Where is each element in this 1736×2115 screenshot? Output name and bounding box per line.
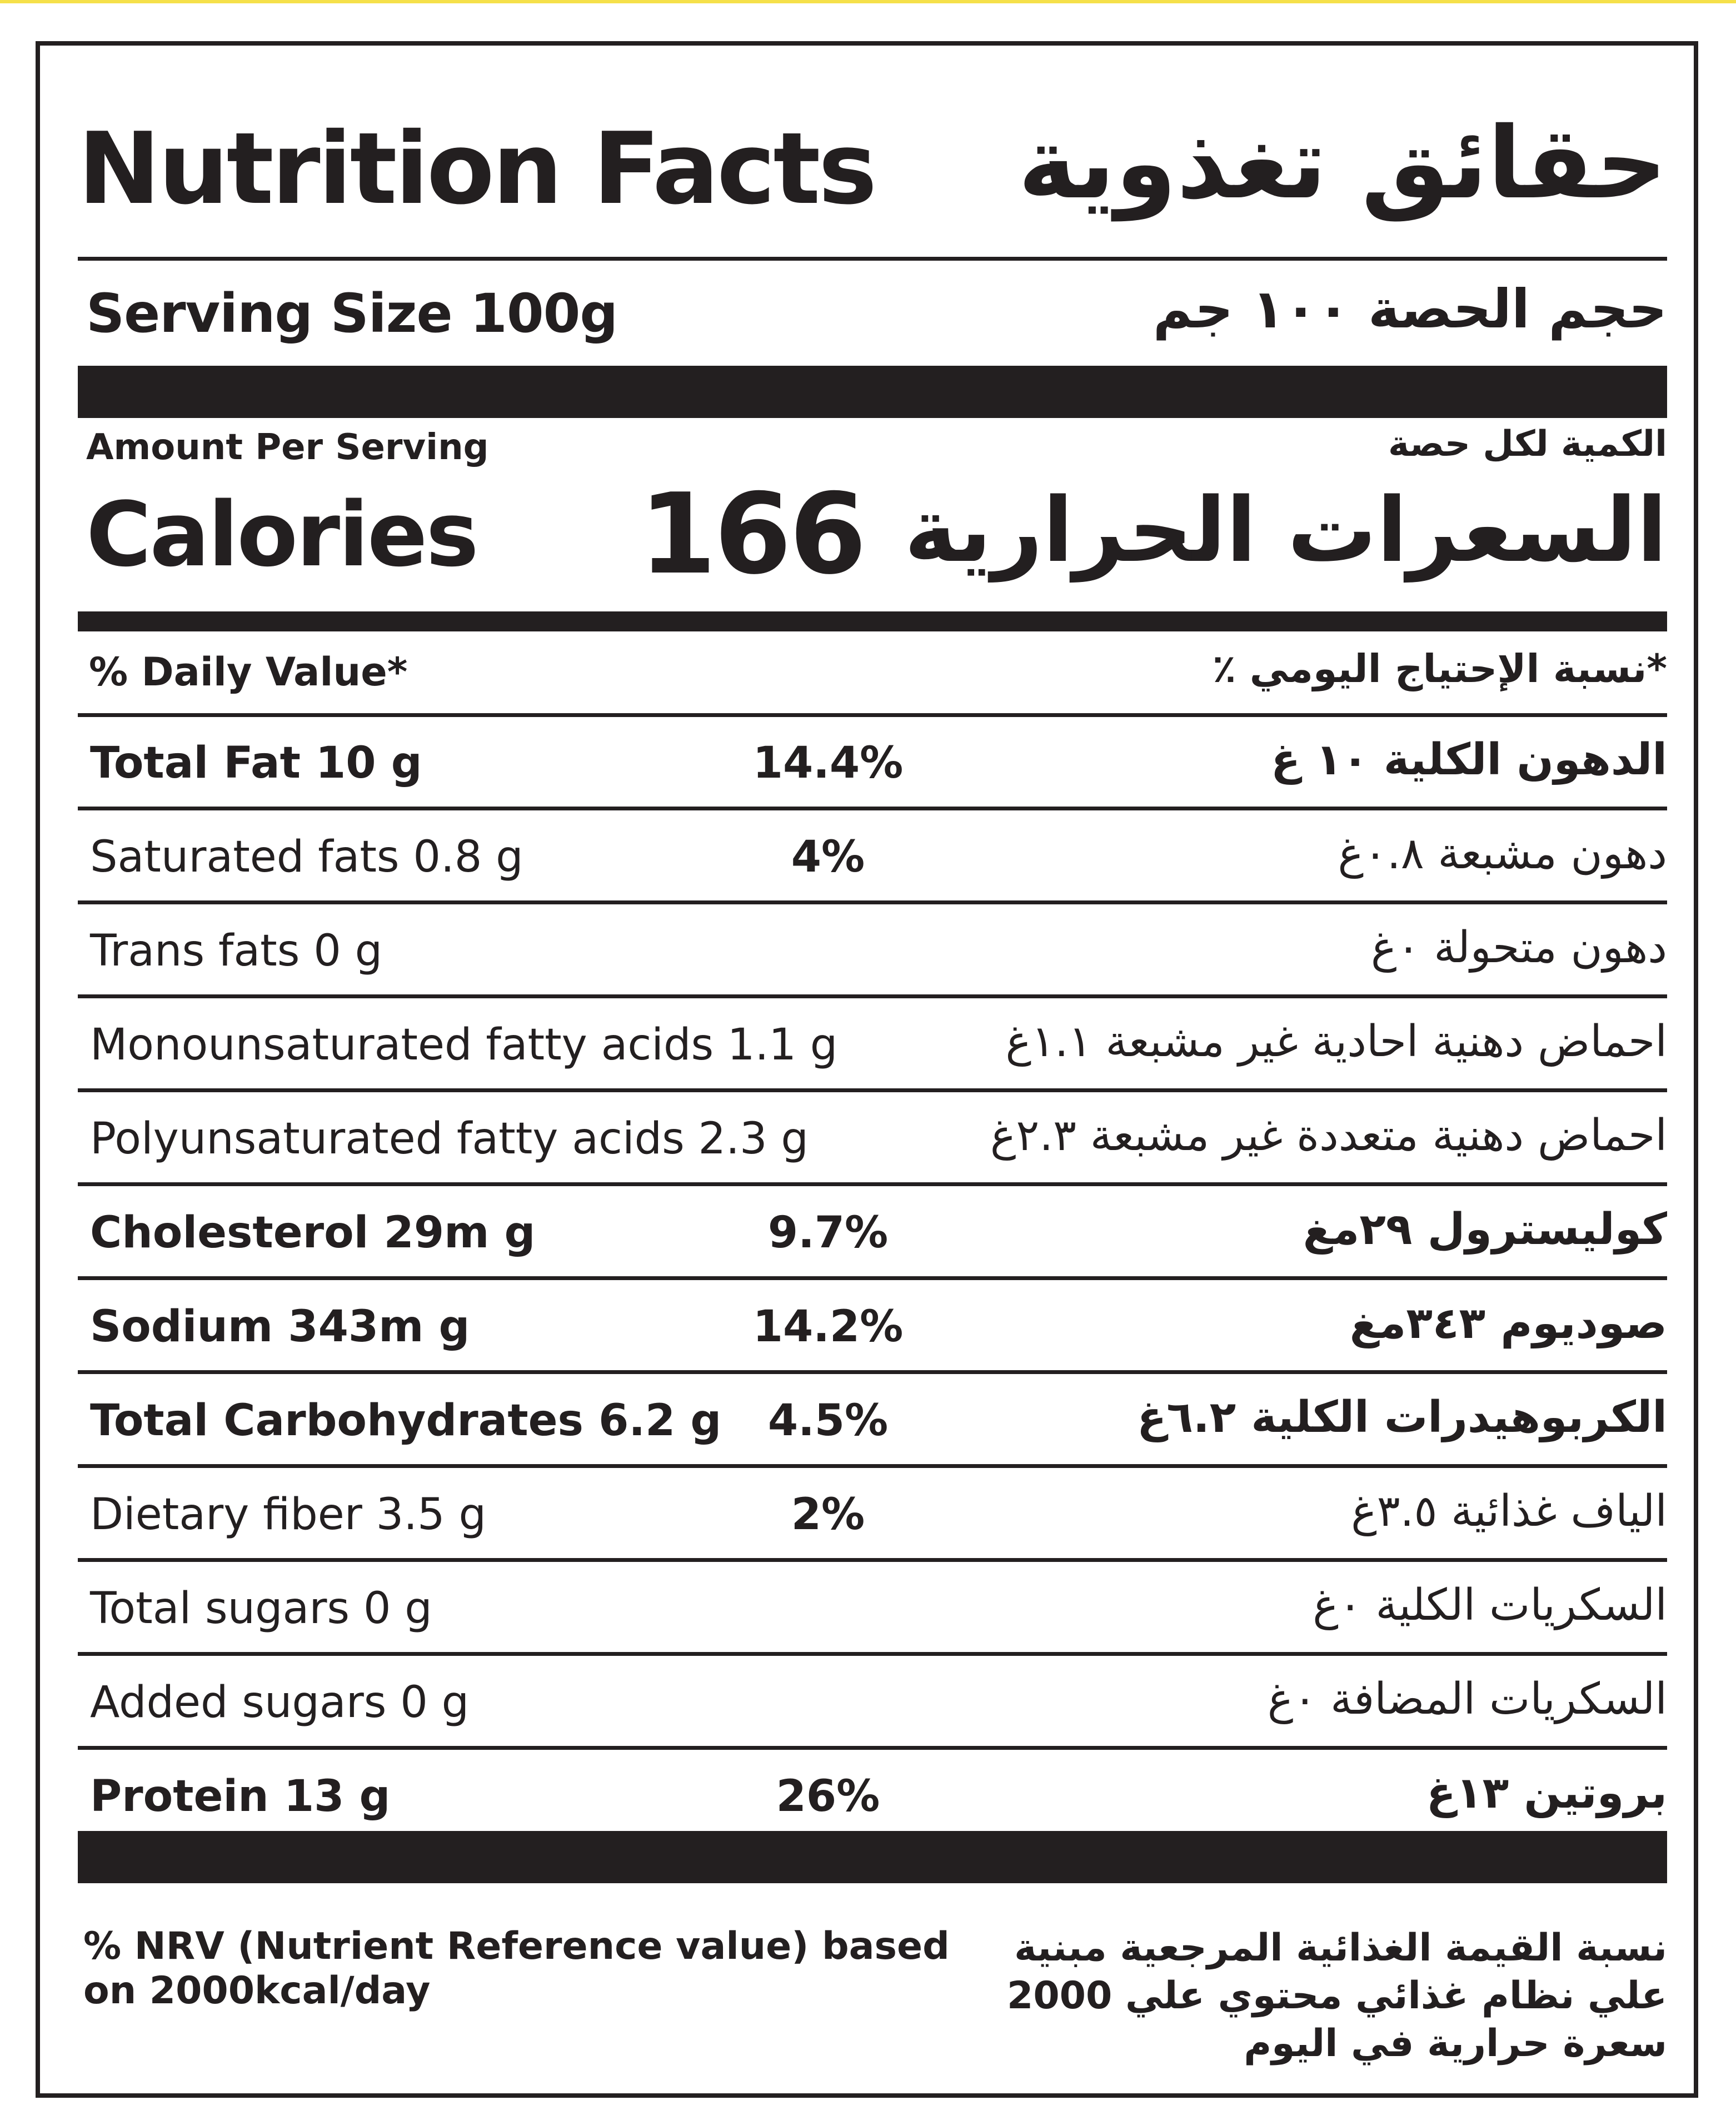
nutrient-name-arabic: احماض دهنية متعددة غير مشبعة ٢.٣غ bbox=[990, 1111, 1667, 1161]
nutrient-name-english: Polyunsaturated fatty acids 2.3 g bbox=[90, 1114, 809, 1164]
nutrient-row bbox=[78, 1562, 1667, 1656]
nutrient-name-arabic: الكربوهيدرات الكلية ٦.٢غ bbox=[1137, 1392, 1667, 1442]
nutrient-row bbox=[78, 1187, 1667, 1280]
nutrient-name-arabic: دهون متحولة ٠غ bbox=[1370, 923, 1667, 973]
nutrient-daily-value: 4.5% bbox=[767, 1396, 889, 1446]
row-divider bbox=[78, 1652, 1667, 1656]
row-divider bbox=[78, 1558, 1667, 1562]
nutrient-name-arabic: كوليسترول ٢٩مغ bbox=[1303, 1205, 1667, 1255]
row-divider bbox=[78, 1088, 1667, 1092]
nutrient-row bbox=[78, 1093, 1667, 1186]
divider bbox=[78, 713, 1667, 717]
top-edge-line bbox=[0, 0, 1736, 3]
nutrient-row bbox=[78, 1375, 1667, 1468]
serving-size-english: Serving Size 100g bbox=[86, 282, 618, 345]
nutrient-name-english: Saturated fats 0.8 g bbox=[90, 832, 523, 882]
row-divider bbox=[78, 1464, 1667, 1468]
nutrient-row bbox=[78, 1469, 1667, 1562]
nutrient-row bbox=[78, 905, 1667, 998]
row-divider bbox=[78, 1182, 1667, 1186]
nutrient-name-arabic: بروتين ١٣غ bbox=[1426, 1768, 1667, 1818]
thick-divider bbox=[78, 1831, 1667, 1883]
nutrient-row bbox=[78, 1281, 1667, 1374]
title-arabic: حقائق تغذوية bbox=[1017, 106, 1667, 221]
nutrient-row bbox=[78, 717, 1667, 810]
calories-value: 166 bbox=[639, 470, 865, 599]
nutrient-name-arabic: احماض دهنية احادية غير مشبعة ١.١غ bbox=[1005, 1017, 1667, 1067]
serving-size-arabic: حجم الحصة ١٠٠ جم bbox=[1153, 278, 1667, 340]
row-divider bbox=[78, 1746, 1667, 1750]
footnote-english: % NRV (Nutrient Reference value) based on 2000kcal/day bbox=[83, 1924, 950, 2013]
nutrient-name-english: Monounsaturated fatty acids 1.1 g bbox=[90, 1020, 838, 1070]
nutrient-name-english: Dietary fiber 3.5 g bbox=[90, 1490, 486, 1540]
nutrient-name-english: Sodium 343m g bbox=[90, 1302, 470, 1352]
nutrient-daily-value: 26% bbox=[776, 1771, 880, 1822]
divider bbox=[78, 257, 1667, 261]
row-divider bbox=[78, 994, 1667, 998]
row-divider bbox=[78, 900, 1667, 904]
nutrient-name-arabic: الدهون الكلية ١٠ غ bbox=[1271, 735, 1667, 785]
nutrient-name-english: Protein 13 g bbox=[90, 1771, 391, 1822]
footnote-arabic: نسبة القيمة الغذائية المرجعية مبنية علي نظام غذائي محتوي علي 2000 سعرة حرارية في اليوم bbox=[1007, 1926, 1667, 2066]
amount-per-serving-english: Amount Per Serving bbox=[86, 427, 489, 468]
nutrient-row bbox=[78, 1656, 1667, 1750]
nutrient-daily-value: 14.4% bbox=[752, 738, 904, 788]
nutrient-row bbox=[78, 811, 1667, 904]
nutrient-name-english: Total Carbohydrates 6.2 g bbox=[90, 1396, 722, 1446]
nutrient-daily-value: 2% bbox=[791, 1490, 865, 1540]
nutrient-daily-value: 4% bbox=[791, 832, 865, 882]
thick-divider bbox=[78, 366, 1667, 418]
nutrient-name-english: Trans fats 0 g bbox=[90, 926, 383, 976]
nutrient-name-arabic: السكريات الكلية ٠غ bbox=[1313, 1580, 1667, 1630]
nutrient-name-english: Total sugars 0 g bbox=[90, 1584, 432, 1634]
nutrient-name-arabic: الياف غذائية ٣.٥غ bbox=[1351, 1486, 1667, 1536]
row-divider bbox=[78, 1276, 1667, 1280]
daily-value-header-english: % Daily Value* bbox=[89, 649, 408, 695]
nutrient-name-english: Cholesterol 29m g bbox=[90, 1208, 536, 1258]
amount-per-serving-arabic: الكمية لكل حصة bbox=[1388, 424, 1667, 465]
title-english: Nutrition Facts bbox=[78, 111, 875, 226]
row-divider bbox=[78, 807, 1667, 810]
medium-divider bbox=[78, 611, 1667, 631]
row-divider bbox=[78, 1370, 1667, 1374]
calories-label-arabic: السعرات الحرارية bbox=[904, 478, 1667, 582]
nutrient-name-english: Added sugars 0 g bbox=[90, 1678, 470, 1728]
nutrient-daily-value: 14.2% bbox=[752, 1302, 904, 1352]
calories-label-english: Calories bbox=[86, 482, 477, 586]
nutrient-row bbox=[78, 999, 1667, 1092]
daily-value-header-arabic: *نسبة الإحتياج اليومي ٪ bbox=[1212, 646, 1667, 691]
nutrient-name-english: Total Fat 10 g bbox=[90, 738, 422, 788]
title-row bbox=[78, 100, 1667, 228]
nutrient-row bbox=[78, 1750, 1667, 1844]
nutrient-name-arabic: دهون مشبعة ٠.٨غ bbox=[1338, 829, 1667, 879]
nutrient-daily-value: 9.7% bbox=[767, 1208, 889, 1258]
nutrient-name-arabic: السكريات المضافة ٠غ bbox=[1267, 1674, 1667, 1724]
nutrient-name-arabic: صوديوم ٣٤٣مغ bbox=[1349, 1298, 1667, 1348]
